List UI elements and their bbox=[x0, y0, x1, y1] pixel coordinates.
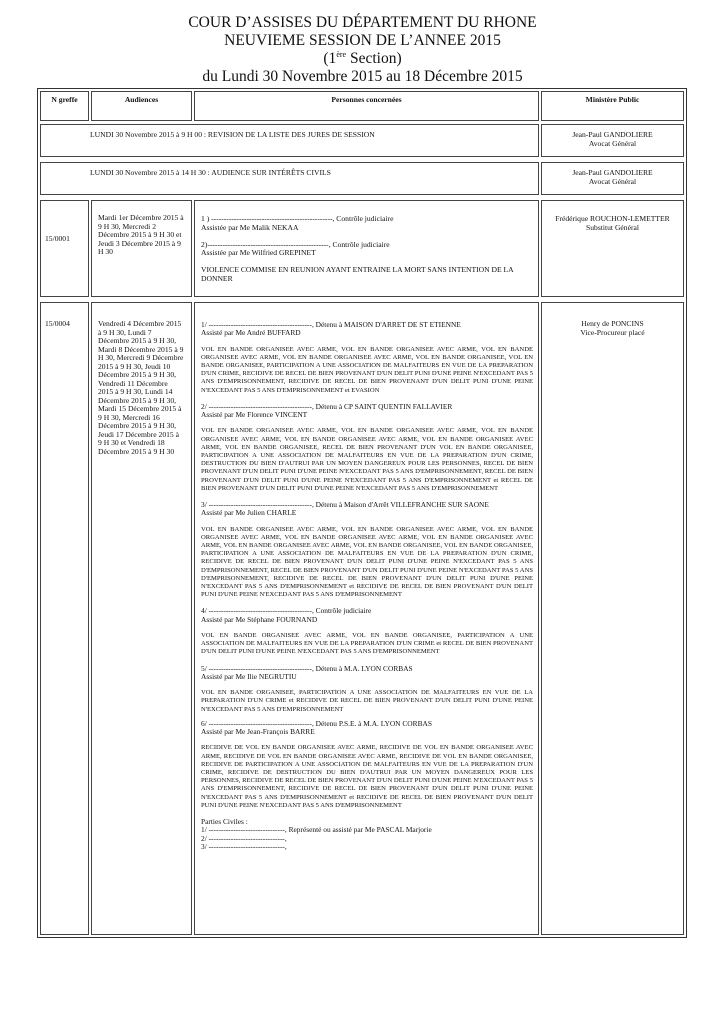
case2-d6: 6/ ------------------------------------------, Détenu P.S.E. à M.A. LYON CORBAS bbox=[201, 718, 432, 728]
case2-d1: 1/ ------------------------------------------, Détenu à MAISON D'ARRET DE ST ETIENNE bbox=[201, 320, 461, 329]
case2-d3-lawyer: Assisté par Me Julien CHARLE bbox=[201, 508, 297, 518]
case2-pc2: 2/ -------------------------------, bbox=[201, 833, 287, 843]
case2-d6-lawyer: Assisté par Me Jean-François BARRE bbox=[201, 727, 315, 737]
case1-mp: Frédérique ROUCHON-LEMETTER Substitut Général bbox=[555, 214, 670, 232]
row-civils-main bbox=[40, 162, 539, 195]
case1-personnes bbox=[201, 215, 535, 283]
court-title: COUR D’ASSISES DU DÉPARTEMENT DU RHONE bbox=[188, 14, 537, 31]
case2-mp: Henry de PONCINS Vice-Procureur placé bbox=[580, 319, 645, 337]
case2-d5-charge: VOL EN BANDE ORGANISEE, PARTICIPATION A UNE ASSOCIATION DE MALFAITEURS EN VUE DE LA PREPARATION D'UN CRIME et RECIDIVE DE RECEL DE BIEN PROVENANT D'UN DELIT PUNI D'UNE PEINE N'EXCEDANT PAS 5 ANS D'EMPRISONNEMENT bbox=[201, 689, 533, 713]
case2-pc3: 3/ -------------------------------, bbox=[201, 841, 287, 851]
col-label-personnes: Personnes concernées bbox=[331, 95, 402, 104]
case2-greffe: 15/0004 bbox=[45, 319, 70, 328]
case2-personnes bbox=[201, 321, 533, 851]
case2-audience: Vendredi 4 Décembre 2015 à 9 H 30, Lundi 7 Décembre 2015 à 9 H 30, Mardi 8 Décembre 2015 à 9 H 30, Mercredi 9 Décembre 2015 à 9 H 30, Jeudi 10 Décembre 2015 à 9 H 30, Vendredi 11 Décembre 2015 à 9 H 30, Lundi 14 Décembre 2015 à 9 H 30, Mardi 15 Décembre 2015 à 9 H 30, Mercredi 16 Décembre 2015 à 9 H 30, Jeudi 17 Décembre 2015 à 9 H 30 et Vendredi 18 Décembre 2015 à 9 H 30 bbox=[98, 319, 184, 456]
case2-d1-lawyer: Assisté par Me André BUFFARD bbox=[201, 328, 301, 338]
case2-d6-charge: RECIDIVE DE VOL EN BANDE ORGANISEE AVEC ARME, RECIDIVE DE VOL EN BANDE ORGANISEE AVEC ARME, RECIDIVE DE VOL EN BANDE ORGANISEE AVEC ARME, RECIDIVE DE VOL EN BANDE ORGANISEE, RECIDIVE DE PARTICIPATION A UNE ASSOCIATION DE MALFAITEURS EN VUE DE LA PREPARATION D'UN CRIME, RECIDIVE DE DESTRUCTION DU BIEN D'AUTRUI PAR UN MOYEN DANGEREUX POUR LES PERSONNES, RECIDIVE DE RECEL DE BIEN PROVENANT D'UN DELIT PUNI D'UNE PEINE N'EXCEDANT PAS 5 ANS D'EMPRISONNEMENT, RECIDIVE DE RECEL DE BIEN PROVENANT D'UN DELIT PUNI D'UNE PEINE N'EXCEDANT PAS 5 ANS D'EMPRISONNEMENT et RECIDIVE DE RECEL DE BIEN PROVENANT D'UN DELIT PUNI D'UNE PEINE N'EXCEDANT PAS 5 ANS D'EMPRISONNEMENT bbox=[201, 744, 533, 809]
case2-d1-charge: VOL EN BANDE ORGANISEE AVEC ARME, VOL EN BANDE ORGANISEE AVEC ARME, VOL EN BANDE ORGANISEE AVEC ARME, VOL EN BANDE ORGANISEE AVEC ARME, VOL EN BANDE ORGANISEE, VOL EN BANDE ORGANISEE, PARTICIPATION A UNE ASSOCIATION DE MALFAITEURS EN VUE DE LA PREPARATION D'UN CRIME, RECIDIVE DE RECEL DE BIEN PROVENANT D'UN DELIT PUNI D'UNE PEINE N'EXCEDANT PAS 5 ANS D'EMPRISONNEMENT, RECIDIVE DE RECEL DE BIEN PROVENANT D'UN DELIT PUNI D'UNE PEINE N'EXCEDANT PAS 5 ANS D'EMPRISONNEMENT et EVASION bbox=[201, 345, 533, 394]
col-label-audiences: Audiences bbox=[124, 95, 159, 104]
case2-d2: 2/ ------------------------------------------, Détenu à CP SAINT QUENTIN FALLAVIER bbox=[201, 401, 453, 411]
case1-p1-lawyer: Assistée par Me Malik NEKAA bbox=[201, 222, 299, 232]
case1-greffe: 15/0001 bbox=[45, 234, 70, 243]
case1-audience: Mardi 1er Décembre 2015 à 9 H 30, Mercredi 2 Décembre 2015 à 9 H 30 et Jeudi 3 Décembre 2015 à 9 H 30 bbox=[98, 213, 184, 256]
row-revision-mp-name: Jean-Paul GANDOLIERE Avocat Général bbox=[572, 130, 653, 148]
case2-mp-cell bbox=[541, 302, 684, 935]
case1-p2: 2)------------------------------------------------, Contrôle judiciaire bbox=[201, 239, 390, 249]
section-title: (1ère Section) bbox=[323, 49, 402, 67]
row-civils-mp-name: Jean-Paul GANDOLIERE Avocat Général bbox=[572, 168, 653, 186]
row-revision-text: LUNDI 30 Novembre 2015 à 9 H 00 : REVISION DE LA LISTE DES JURES DE SESSION bbox=[90, 130, 375, 139]
case2-d2-charge: VOL EN BANDE ORGANISEE AVEC ARME, VOL EN BANDE ORGANISEE AVEC ARME, VOL EN BANDE ORGANISEE AVEC ARME, VOL EN BANDE ORGANISEE AVEC ARME, VOL EN BANDE ORGANISEE AVEC ARME, VOL EN BANDE ORGANISEE, RECEL DE BIEN PROVENANT D'UN VOL EN BANDE ORGANISEE, PARTICIPATION A UNE ASSOCIATION DE MALFAITEURS EN VUE DE LA PREPARATION D'UN CRIME, DESTRUCTION DU BIEN D'AUTRUI PAR UN MOYEN DANGEREUX POUR LES PERSONNES, RECEL DE BIEN PROVENANT D'UN DELIT PUNI D'UNE PEINE N'EXCEDANT PAS 5 ANS D'EMPRISONNEMENT, RECEL DE BIEN PROVENANT D'UN DELIT PUNI D'UNE PEINE N'EXCEDANT PAS 5 ANS D'EMPRISONNEMENT et RECEL DE BIEN PROVENANT D'UN DELIT PUNI D'UNE PEINE N'EXCEDANT PAS 5 ANS D'EMPRISONNEMENT bbox=[201, 427, 533, 492]
case2-d4-charge: VOL EN BANDE ORGANISEE AVEC ARME, VOL EN BANDE ORGANISEE, PARTICIPATION A UNE ASSOCIATION DE MALFAITEURS EN VUE DE LA PREPARATION D'UN CRIME et RECEL DE BIEN PROVENANT D'UN DELIT PUNI D'UNE PEINE N'EXCEDANT PAS 5 ANS D'EMPRISONNEMENT bbox=[201, 632, 533, 656]
case2-d3: 3/ ------------------------------------------, Détenu à Maison d'Arrêt VILLEFRANCHE SUR SAONE bbox=[201, 500, 489, 510]
case1-p1: 1 ) ------------------------------------------------, Contrôle judiciaire bbox=[201, 214, 394, 223]
case1-greffe-cell bbox=[40, 200, 89, 297]
col-label-ministere: Ministère Public bbox=[585, 95, 640, 104]
case2-d4-lawyer: Assisté par Me Stéphane FOURNAND bbox=[201, 614, 318, 624]
row-civils-text: LUNDI 30 Novembre 2015 à 14 H 30 : AUDIENCE SUR INTÉRÊTS CIVILS bbox=[90, 168, 331, 177]
session-title: NEUVIEME SESSION DE L’ANNEE 2015 bbox=[224, 32, 501, 49]
case1-p2-lawyer: Assistée par Me Wilfried GREPINET bbox=[201, 248, 316, 257]
row-revision-main bbox=[40, 124, 539, 157]
page-header bbox=[0, 14, 725, 86]
case2-d5: 5/ ------------------------------------------, Détenu à M.A. LYON CORBAS bbox=[201, 663, 413, 673]
case2-pc1: 1/ -------------------------------, Représenté ou assisté par Me PASCAL Marjorie bbox=[201, 825, 432, 835]
case2-d4: 4/ ------------------------------------------, Contrôle judiciaire bbox=[201, 606, 372, 616]
case2-pc-title: Parties Civiles : bbox=[201, 817, 248, 827]
case2-d3-charge: VOL EN BANDE ORGANISEE AVEC ARME, VOL EN BANDE ORGANISEE AVEC ARME, VOL EN BANDE ORGANISEE AVEC ARME, VOL EN BANDE ORGANISEE AVEC ARME, VOL EN BANDE ORGANISEE AVEC ARME, VOL EN BANDE ORGANISEE AVEC ARME, VOL EN BANDE ORGANISEE, VOL EN BANDE ORGANISEE, PARTICIPATION A UNE ASSOCIATION DE MALFAITEURS EN VUE DE LA PREPARATION D'UN CRIME, RECIDIVE DE RECEL DE BIEN PROVENANT D'UN DELIT PUNI D'UNE PEINE N'EXCEDANT PAS 5 ANS D'EMPRISONNEMENT, RECEL DE BIEN PROVENANT D'UN DELIT PUNI D'UNE PEINE N'EXCEDANT PAS 5 ANS D'EMPRISONNEMENT, RECIDIVE DE RECEL DE BIEN PROVENANT D'UN DELIT PUNI D'UNE PEINE N'EXCEDANT PAS 5 ANS D'EMPRISONNEMENT et RECIDIVE DE RECEL DE BIEN PROVENANT D'UN DELIT PUNI D'UNE PEINE N'EXCEDANT PAS 5 ANS D'EMPRISONNEMENT bbox=[201, 525, 533, 599]
case2-d5-lawyer: Assisté par Me Ilie NEGRUTIU bbox=[201, 671, 297, 681]
session-dates: du Lundi 30 Novembre 2015 au 18 Décembre 2015 bbox=[202, 68, 523, 85]
col-label-n-greffe: N greffe bbox=[51, 95, 78, 104]
case2-d2-lawyer: Assisté par Me Florence VINCENT bbox=[201, 410, 308, 420]
case2-greffe-cell bbox=[40, 302, 89, 935]
case1-charge: VIOLENCE COMMISE EN REUNION AYANT ENTRAINE LA MORT SANS INTENTION DE LA DONNER bbox=[201, 265, 514, 283]
